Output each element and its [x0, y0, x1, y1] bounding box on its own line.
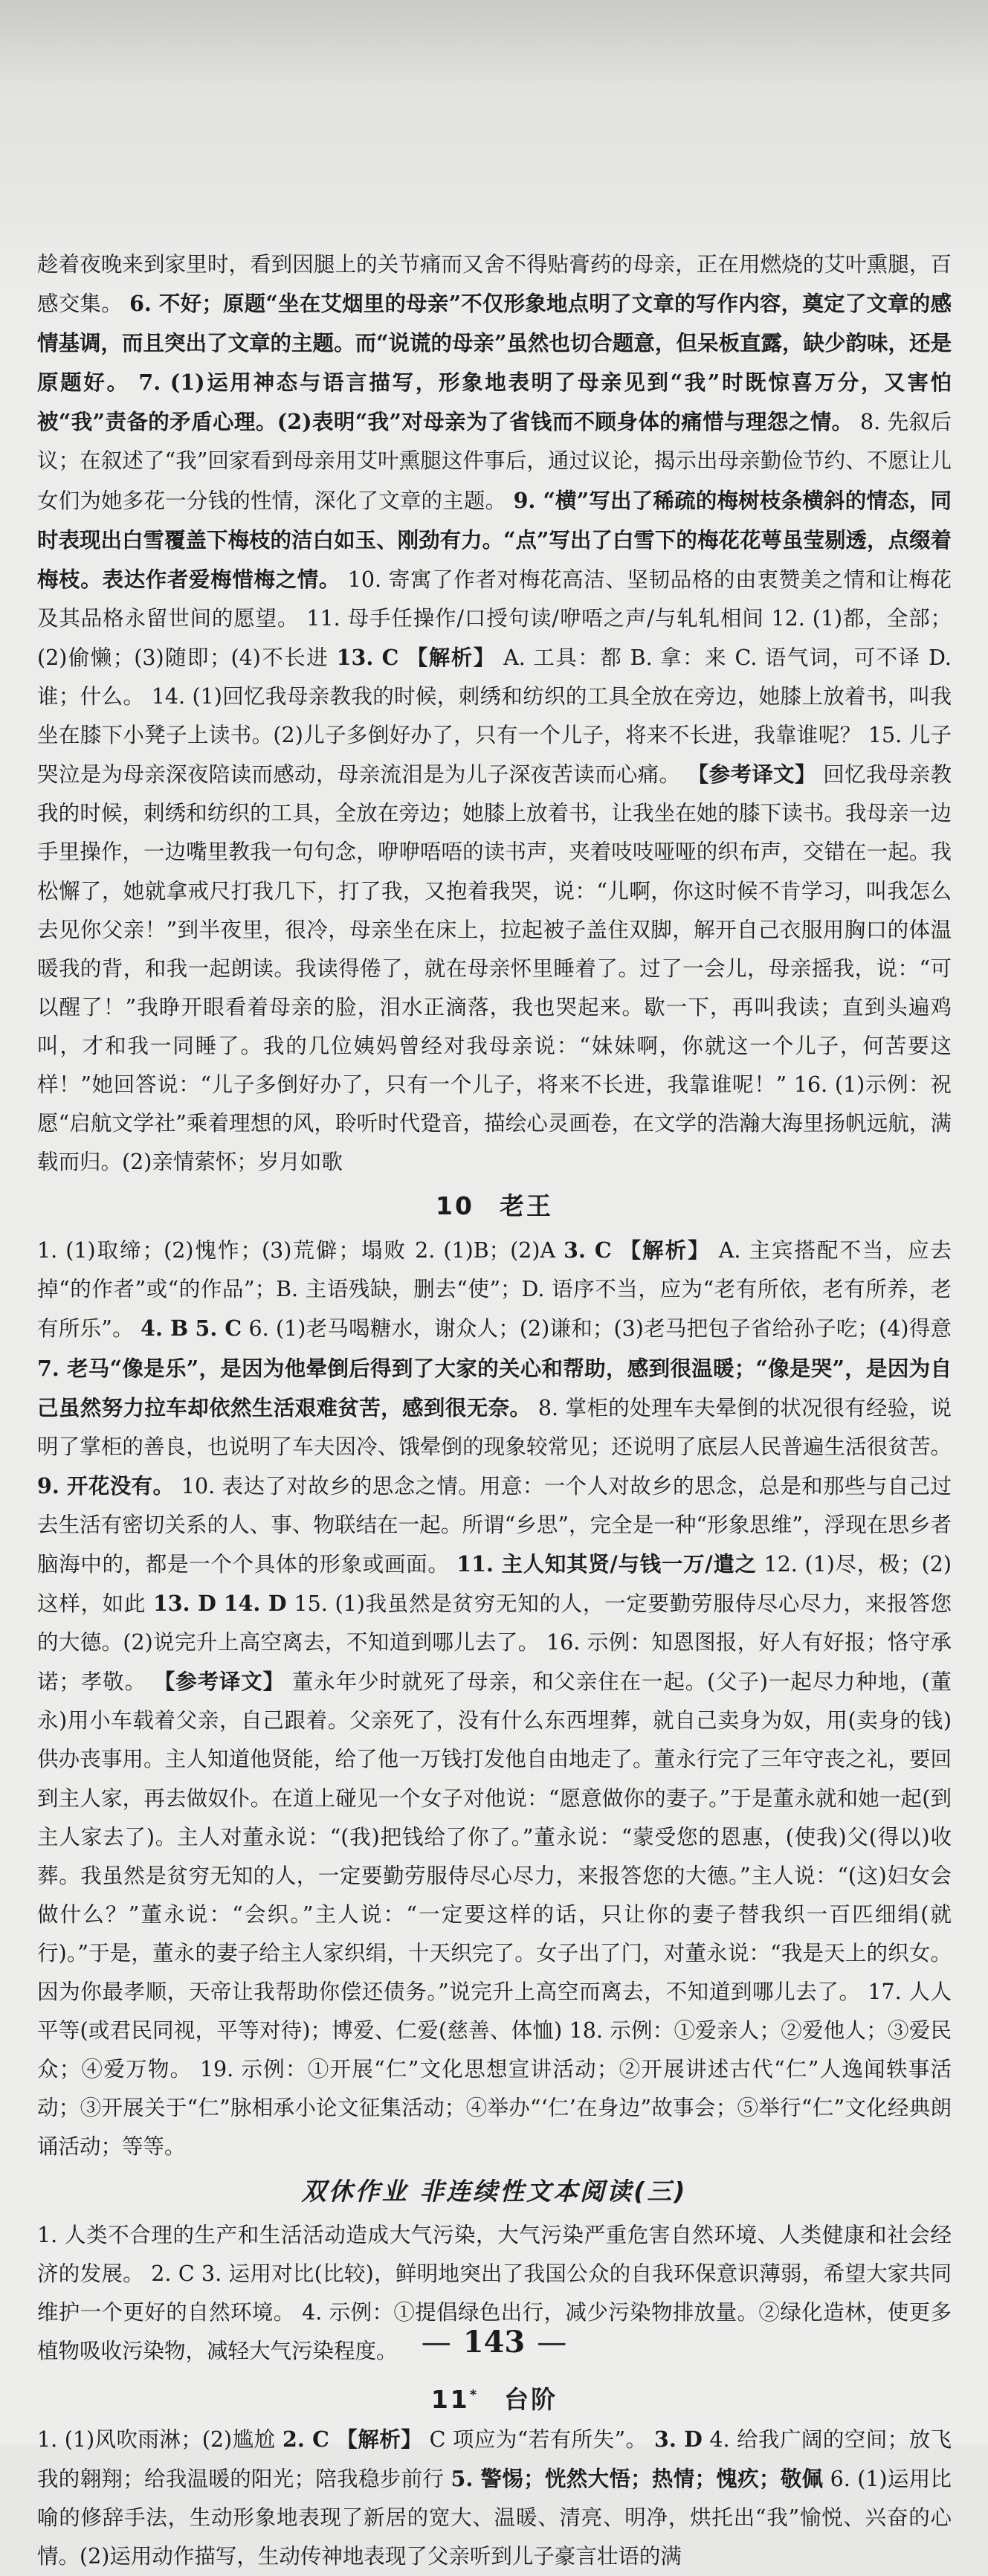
- page-number: — 143 —: [421, 2325, 567, 2360]
- text-run: 17. 人人平等(或君民同视，平等对待)；博爱、仁爱(慈善、体恤): [37, 1980, 952, 2044]
- text-run: 19. 示例：①开展“仁”文化思想宣讲活动；②开展讲述古代“仁”人逸闻轶事活动；③开展关于“仁”脉相承小论文征集活动；④举办“‘仁’在身边”故事会；⑤举行“仁”文化经典朗诵活动；等等。: [37, 2057, 952, 2160]
- text-run: A. 主宾搭配不当，应去掉“的作者”或“的作品”；B. 主语残缺，删去“使”；D. 语序不当，应为“老有所依，老有所养，老有所乐”。: [37, 1238, 952, 1342]
- text-run: 5. 警惕；恍然大悟；热情；愧疚；敬佩: [451, 2465, 824, 2491]
- text-run: 16. (1)示例：祝愿“启航文学社”乘着理想的风，聆听时代跫音，描绘心灵画卷，在文学的浩瀚大海里扬帆远航，满载而归。(2)亲情萦怀；岁月如歌: [37, 1072, 952, 1175]
- answer-body: [37, 245, 952, 2576]
- paragraph-intro: [37, 245, 952, 1182]
- text-run: 8. 掌柜的处理车夫晕倒的状况很有经验，说明了掌柜的善良，也说明了车夫因冷、饿晕倒的现象较常见；还说明了底层人民普遍生活很贫苦。: [37, 1395, 952, 1459]
- text-run: 9. “横”写出了稀疏的梅树枝条横斜的情态，同时表现出白雪覆盖下梅枝的洁白如玉、刚劲有力。“点”写出了白雪下的梅花花萼虽莹剔透，点缀着梅枝。表达作者爱梅惜梅之情。: [37, 487, 952, 592]
- text-run: C 项应为“若有所失”。: [429, 2427, 648, 2452]
- text-run: A. 工具：都 B. 拿：来 C. 语气词，可不译 D. 谁；什么。: [37, 645, 952, 709]
- text-run: 16. 示例：知恩图报，好人有好报；恪守承诺；孝敬。: [37, 1630, 952, 1695]
- section-title: 双休作业 非连续性文本阅读(三): [301, 2176, 688, 2206]
- section-number: 10: [436, 1191, 474, 1221]
- text-run: 14. (1)回忆我母亲教我的时候，刺绣和纺织的工具全放在旁边，她膝上放着书，叫我坐在膝下小凳子上读书。(2)儿子多倒好办了，只有一个儿子，将来不长进，我靠谁呢？: [37, 684, 952, 748]
- text-run: 5. C: [195, 1316, 242, 1342]
- text-run: 董永年少时就死了母亲，和父亲住在一起。(父子)一起尽力种地，(董永)用小车载着父亲，自己跟着。父亲死了，没有什么东西埋葬，就自己卖身为奴，用(卖身的钱)供办丧事用。主人知道他贤能，给了他一万钱打发他自由地走了。董永行完了三年守丧之礼，要回到主人家，再去做奴仆。在道上碰见一个女子对他说：“愿意做你的妻子。”于是董永就和她一起(到主人家去了)。主人对董永说：“(我)把钱给了你了。”董永说：“蒙受您的恩惠，(使我)父(得以)收葬。我虽然是贫穷无知的人，一定要勤劳服侍尽心尽力，来报答您的大德。”主人说：“(这)妇女会做什么？”董永说：“会织。”主人说：“一定要这样的话，只让你的妻子替我织一百匹细绢(就行)。”于是，董永的妻子给主人家织绢，十天织完了。女子出了门，对董永说：“我是天上的织女。因为你最孝顺，天帝让我帮助你偿还债务。”说完升上高空而离去，不知道到哪儿去了。: [37, 1669, 952, 2005]
- text-run: 12. (1)尽，极；(2)这样，如此: [37, 1552, 952, 1617]
- text-run: 6. 不好；原题“坐在艾烟里的母亲”不仅形象地点明了文章的写作内容，奠定了文章的感情基调，而且突出了文章的主题。而“说谎的母亲”虽然也切合题意，但呆板直露，缺少韵味，还是原题好。: [37, 291, 952, 396]
- text-run: 15. (1)我虽然是贫穷无知的人，一定要勤劳服侍尽心尽力，来报答您的大德。(2)说完升上高空离去，不知道到哪儿去了。: [37, 1591, 952, 1655]
- text-run: 18. 示例：①爱亲人；②爱他人；③爱民众；④爱万物。: [37, 2018, 952, 2082]
- text-run: 1. (1)风吹雨淋；(2)尴尬: [37, 2427, 276, 2452]
- text-run: 【解析】: [619, 1237, 711, 1263]
- text-run: 10. 表达了对故乡的思念之情。用意：一个人对故乡的思念，总是和那些与自己过去生活有密切关系的人、事、物联结在一起。所谓“乡思”，完全是一种“形象思维”，浮现在思乡者脑海中的，都是一个个具体的形象或画面。: [37, 1473, 952, 1577]
- text-run: 回忆我母亲教我的时候，刺绣和纺织的工具，全放在旁边；她膝上放着书，让我坐在她的膝下读书。我母亲一边手里操作，一边嘴里教我一句句念，咿咿唔唔的读书声，夹着吱吱哑哑的织布声，交错在一起。我松懈了，她就拿戒尺打我几下，打了我，又抱着我哭，说：“儿啊，你这时候不肯学习，叫我怎么去见你父亲！”到半夜里，很冷，母亲坐在床上，拉起被子盖住双脚，解开自己衣服用胸口的体温暖我的背，和我一起朗读。我读得倦了，就在母亲怀里睡着了。过了一会儿，母亲摇我，说：“可以醒了！”我睁开眼看着母亲的脸，泪水正滴落，我也哭起来。歇一下，再叫我读；直到头遍鸡叫，才和我一同睡了。我的几位姨妈曾经对我母亲说：“妹妹啊，你就这一个儿子，何苦要这样！”她回答说：“儿子多倒好办了，只有一个儿子，将来不长进，我靠谁呢！”: [37, 762, 952, 1097]
- text-run: 15. 儿子哭泣是为母亲深夜陪读而感动，母亲流泪是为儿子深夜苦读而心痛。: [37, 723, 952, 788]
- text-run: 3. C: [564, 1237, 612, 1263]
- text-run: 【参考译文】: [153, 1669, 285, 1695]
- text-run: 【参考译文】: [687, 761, 816, 788]
- text-run: 13. C: [336, 644, 399, 670]
- section-heading-11: [37, 2371, 952, 2420]
- text-run: 14. D: [223, 1591, 287, 1617]
- text-run: 2. C: [151, 2261, 195, 2286]
- section-number: 11: [430, 2384, 470, 2414]
- section-heading-weekend: [37, 2167, 952, 2216]
- text-run: 7. 老马“像是乐”，是因为他晕倒后得到了大家的关心和帮助，感到很温暖；“像是哭”，是因为自己虽然努力拉车却依然生活艰难贫苦，感到很无奈。: [37, 1355, 952, 1420]
- text-run: 8. 先叙后议；在叙述了“我”回家看到母亲用艾叶熏腿这件事后，通过议论，揭示出母亲勤俭节约、不愿让儿女们为她多花一分钱的性情，深化了文章的主题。: [37, 410, 952, 513]
- text-run: 3. 运用对比(比较)，鲜明地突出了我国公众的自我环保意识薄弱，希望大家共同维护一个更好的自然环境。: [37, 2261, 952, 2325]
- text-run: 9. 开花没有。: [37, 1472, 175, 1498]
- text-run: 1. 人类不合理的生产和生活活动造成大气污染，大气污染严重危害自然环境、人类健康和社会经济的发展。: [37, 2222, 952, 2286]
- text-run: 10. 寄寓了作者对梅花高洁、坚韧品格的由衷赞美之情和让梅花及其品格永留世间的愿望。: [37, 567, 952, 631]
- text-run: 4. B: [141, 1316, 189, 1342]
- paragraph-section-11: [37, 2420, 952, 2576]
- text-run: 2. C: [282, 2426, 329, 2452]
- paragraph-section-10: [37, 1231, 952, 2166]
- section-heading-10: [37, 1182, 952, 1231]
- text-run: 1. (1)取缔；(2)愧怍；(3)荒僻；塌败: [37, 1238, 407, 1263]
- text-run: 4. 示例：①提倡绿色出行，减少污染物排放量。②绿化造林，使更多植物吸收污染物，减轻大气污染程度。: [37, 2299, 952, 2363]
- text-run: 2. (1)B；(2)A: [415, 1238, 556, 1263]
- text-run: 趁着夜晚来到家里时，看到因腿上的关节痛而又舍不得贴膏药的母亲，正在用燃烧的艾叶熏腿，百感交集。: [37, 252, 952, 317]
- text-run: 11. 主人知其贤/与钱一万/遣之: [456, 1551, 757, 1577]
- text-run: 【解析】: [406, 644, 496, 670]
- text-run: 【解析】: [336, 2426, 423, 2452]
- text-run: 4. 给我广阔的空间；放飞我的翱翔；给我温暖的阳光；陪我稳步前行: [37, 2427, 952, 2491]
- text-run: 6. (1)运用比喻的修辞手法，生动形象地表现了新居的宽大、温暖、清亮、明净，烘托出“我”愉悦、兴奋的心情。(2)运用动作描写，生动传神地表现了父亲听到儿子豪言壮语的满: [37, 2466, 952, 2569]
- text-run: 7. (1)运用神态与语言描写，形象地表明了母亲见到“我”时既惊喜万分，又害怕被“我”责备的矛盾心理。(2)表明“我”对母亲为了省钱而不顾身体的痛惜与理怨之情。: [37, 370, 952, 435]
- text-run: 12. (1)都，全部；(2)偷懒；(3)随即；(4)不长进: [37, 605, 952, 670]
- page-number-value: 143: [462, 2325, 526, 2360]
- section-title: 老王: [499, 1191, 553, 1221]
- optional-mark: *: [469, 2386, 480, 2403]
- text-run: 11. 母手任操作/口授句读/咿唔之声/与轧轧相间: [306, 605, 764, 631]
- section-title: 台阶: [504, 2384, 558, 2414]
- text-run: 3. D: [654, 2426, 703, 2452]
- text-run: 6. (1)老马喝糖水，谢众人；(2)谦和；(3)老马把包子省给孙子吃；(4)得意: [248, 1316, 952, 1342]
- text-run: 13. D: [152, 1591, 216, 1617]
